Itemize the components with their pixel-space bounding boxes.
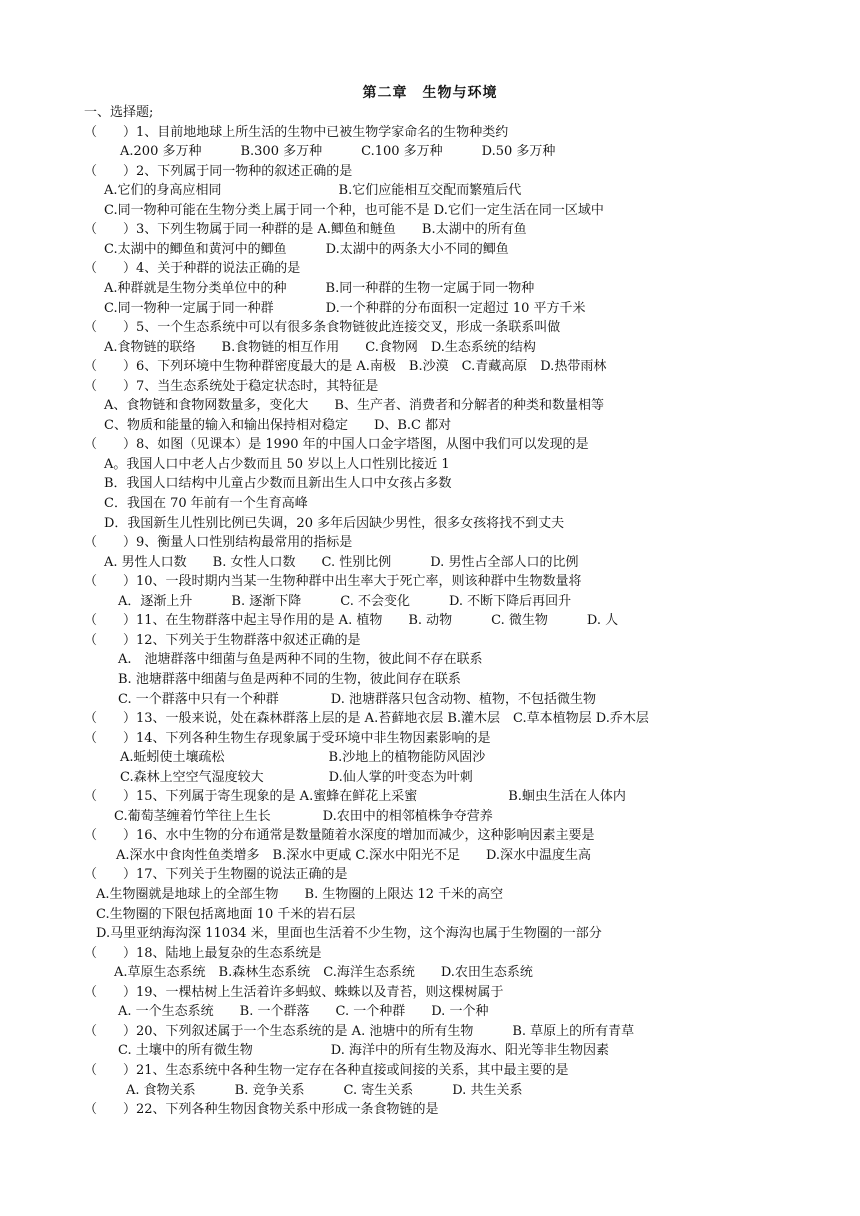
text-line: （ ）17、下列关于生物圈的说法正确的是: [84, 867, 348, 883]
text-line: （ ）12、下列关于生物群落中叙述正确的是: [84, 632, 361, 648]
text-line: A. 池塘群落中细菌与鱼是两种不同的生物，彼此间不存在联系: [118, 652, 483, 668]
text-line: C. 一个群落中只有一个种群 D. 池塘群落只包含动物、植物，不包括微生物: [118, 691, 596, 707]
text-line: A.200 多万种 B.300 多万种 C.100 多万种 D.50 多万种: [120, 144, 556, 160]
text-line: （ ）22、下列各种生物因食物关系中形成一条食物链的是: [84, 1102, 439, 1118]
text-line: C.太湖中的鲫鱼和黄河中的鲫鱼 D.太湖中的两条大小不同的鲫鱼: [104, 241, 509, 257]
text-line: （ ）7、当生态系统处于稳定状态时，其特征是: [84, 378, 379, 394]
text-line: A、食物链和食物网数量多，变化大 B、生产者、消费者和分解者的种类和数量相等: [104, 398, 604, 414]
text-line: C、物质和能量的输入和输出保持相对稳定 D、B.C 都对: [104, 417, 452, 433]
text-line: （ ）5、一个生态系统中可以有很多条食物链彼此连接交叉，形成一条联系叫做: [84, 320, 561, 336]
text-line: 一、选择题;: [84, 105, 154, 120]
text-line: （ ）20、下列叙述属于一个生态系统的是 A. 池塘中的所有生物 B. 草原上的所有青草: [84, 1023, 635, 1039]
text-line: D.马里亚纳海沟深 11034 米，里面也生活着不少生物，这个海沟也属于生物圈的一部分: [96, 926, 602, 942]
text-line: （ ）6、下列环境中生物种群密度最大的是 A.南极 B.沙漠 C.青藏高原 D.热带雨林: [84, 359, 607, 375]
text-line: （ ）4、关于种群的说法正确的是: [84, 261, 301, 277]
text-line: （ ）13、一般来说，处在森林群落上层的是 A.苔藓地衣层 B.灌木层 C.草本植物层 D.乔木层: [84, 711, 649, 727]
text-line: （ ）10、一段时期内当某一生物种群中出生率大于死亡率，则该种群中生物数量将: [84, 574, 582, 590]
text-line: A.蚯蚓使土壤疏松 B.沙地上的植物能防风固沙: [120, 750, 486, 766]
text-line: A.食物链的联络 B.食物链的相互作用 C.食物网 D.生态系统的结构: [104, 339, 536, 355]
text-line: （ ）21、生态系统中各种生物一定存在各种直接或间接的关系，其中最主要的是: [84, 1062, 569, 1078]
text-line: C. 土壤中的所有微生物 D. 海洋中的所有生物及海水、阳光等非生物因素: [118, 1043, 609, 1059]
text-line: A.草原生态系统 B.森林生态系统 C.海洋生态系统 D.农田生态系统: [114, 965, 533, 981]
text-line: B. 池塘群落中细菌与鱼是两种不同的生物，彼此间存在联系: [118, 671, 461, 687]
text-line: A. 男性人口数 B. 女性人口数 C. 性别比例 D. 男性占全部人口的比例: [104, 554, 579, 570]
text-line: （ ）2、下列属于同一物种的叙述正确的是: [84, 163, 353, 179]
text-line: A．逐渐上升 B. 逐渐下降 C. 不会变化 D. 不断下降后再回升: [118, 593, 572, 609]
text-line: D．我国新生儿性别比例已失调，20 多年后因缺少男性，很多女孩将找不到丈夫: [104, 515, 565, 531]
text-line: A.深水中食肉性鱼类增多 B.深水中更咸 C.深水中阳光不足 D.深水中温度生高: [116, 847, 592, 863]
text-line: （ ）11、在生物群落中起主导作用的是 A. 植物 B. 动物 C. 微生物 D. 人: [84, 613, 619, 629]
text-line: （ ）15、下列属于寄生现象的是 A.蜜蜂在鲜花上采蜜 B.蛔虫生活在人体内: [84, 789, 626, 805]
text-line: C．我国在 70 年前有一个生育高峰: [104, 496, 308, 511]
text-line: A.种群就是生物分类单位中的种 B.同一种群的生物一定属于同一物种: [104, 280, 535, 296]
text-line: （ ）9、衡量人口性别结构最常用的指标是: [84, 535, 353, 551]
text-line: A.生物圈就是地球上的全部生物 B. 生物圈的上限达 12 千米的高空: [96, 887, 504, 902]
chapter-title: 第二章 生物与环境: [362, 85, 498, 101]
text-line: （ ）16、水中生物的分布通常是数量随着水深度的增加而减少，这种影响因素主要是: [84, 828, 595, 844]
text-line: A。我国人口中老人占少数而且 50 岁以上人口性别比接近 1: [104, 456, 450, 472]
text-line: （ ）14、下列各种生物生存现象属于受环境中非生物因素影响的是: [84, 730, 491, 746]
text-line: C.同一物种可能在生物分类上属于同一个种，也可能不是 D.它们一定生活在同一区域中: [104, 202, 604, 218]
text-line: （ ）8、如图（见课本）是 1990 年的中国人口金字塔图，从图中我们可以发现的是: [84, 437, 589, 453]
text-line: （ ）3、下列生物属于同一种群的是 A.鲫鱼和鲢鱼 B.太湖中的所有鱼: [84, 222, 527, 238]
text-line: C.葡萄茎缠着竹竿往上生长 D.农田中的相邻植株争夺营养: [114, 808, 493, 824]
text-line: A.它们的身高应相同 B.它们应能相互交配而繁殖后代: [104, 183, 522, 199]
text-line: （ ）18、陆地上最复杂的生态系统是: [84, 945, 322, 961]
text-line: （ ）1、目前地地球上所生活的生物中已被生物学家命名的生物种类约: [84, 124, 509, 140]
text-line: C.生物圈的下限包括离地面 10 千米的岩石层: [96, 906, 356, 922]
text-line: C.森林上空空气湿度较大 D.仙人掌的叶变态为叶刺: [120, 769, 473, 785]
text-line: B．我国人口结构中儿童占少数而且新出生人口中女孩占多数: [104, 476, 452, 492]
text-line: A. 一个生态系统 B. 一个群落 C. 一个种群 D. 一个种: [118, 1004, 489, 1020]
text-line: A. 食物关系 B. 竞争关系 C. 寄生关系 D. 共生关系: [126, 1082, 523, 1098]
text-line: C.同一物种一定属于同一种群 D.一个种群的分布面积一定超过 10 平方千米: [104, 300, 586, 316]
text-line: （ ）19、一棵枯树上生活着许多蚂蚁、蛛蛛以及青苔，则这棵树属于: [84, 984, 504, 1000]
